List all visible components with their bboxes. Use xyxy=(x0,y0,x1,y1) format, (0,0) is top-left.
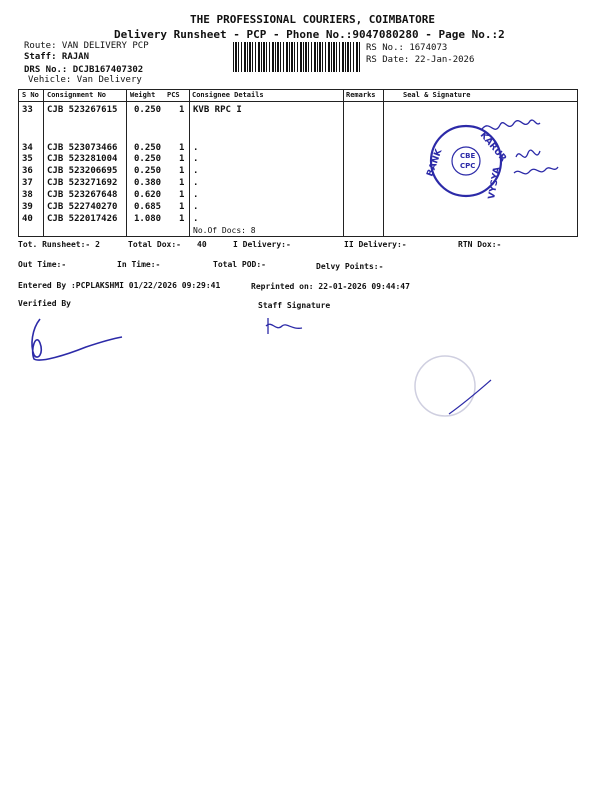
table-row-consignment: CJB 523281004 xyxy=(47,154,118,164)
stamp-center-top: CBE xyxy=(460,152,476,160)
table-row-consignment: CJB 523271692 xyxy=(47,178,118,188)
out-time: Out Time:- xyxy=(18,260,67,269)
reprinted-on: Reprinted on: 22-01-2026 09:44:47 xyxy=(251,282,410,291)
table-row-pcs: 1 xyxy=(179,105,185,115)
i-delivery: I Delivery:- xyxy=(233,240,291,249)
table-row-weight: 0.380 xyxy=(134,178,162,188)
table-row-consignee: . xyxy=(193,190,199,200)
table-row-consignee: . xyxy=(193,202,199,212)
rtn-dox: RTN Dox:- xyxy=(458,240,502,249)
table-row-consignee: . xyxy=(193,154,199,164)
table-row-sno: 39 xyxy=(22,202,33,212)
bank-seal-stamp xyxy=(420,117,570,227)
total-pod: Total POD:- xyxy=(213,260,266,269)
table-header xyxy=(19,90,577,102)
table-row-weight: 0.250 xyxy=(134,105,162,115)
in-time: In Time:- xyxy=(117,260,161,269)
no-of-docs: No.Of Docs: 8 xyxy=(193,226,256,235)
table-row-weight: 0.250 xyxy=(134,154,162,164)
table-row-consignment: CJB 522017426 xyxy=(47,214,118,224)
table-row-weight: 1.080 xyxy=(134,214,162,224)
table-row-pcs: 1 xyxy=(179,202,185,212)
rs-date: RS Date: 22-Jan-2026 xyxy=(366,55,475,65)
total-runsheet: Tot. Runsheet:- 2 xyxy=(18,240,100,249)
table-row-sno: 38 xyxy=(22,190,33,200)
route-label: Route: VAN DELIVERY PCP xyxy=(24,41,149,51)
staff-signature xyxy=(262,314,312,339)
stamp-center-bottom: CPC xyxy=(460,162,476,170)
company-title: THE PROFESSIONAL COURIERS, COIMBATORE xyxy=(190,13,436,26)
vehicle-label: Vehicle: Van Delivery xyxy=(28,75,142,85)
col-consignment: Consignment No xyxy=(47,91,107,99)
table-row-sno: 37 xyxy=(22,178,33,188)
table-row-pcs: 1 xyxy=(179,143,185,153)
total-dox-value: 40 xyxy=(197,240,207,249)
table-row-consignee: . xyxy=(193,166,199,176)
ii-delivery: II Delivery:- xyxy=(344,240,407,249)
table-row-consignee: . xyxy=(193,214,199,224)
col-sno: S No xyxy=(22,91,39,99)
staff-label: Staff: RAJAN xyxy=(24,52,90,62)
staff-signature-label: Staff Signature xyxy=(258,301,331,310)
table-row-consignee: KVB RPC I xyxy=(193,105,242,115)
table-row-consignment: CJB 523267648 xyxy=(47,190,118,200)
runsheet-title: Delivery Runsheet - PCP - Phone No.:9047080280 - Page No.:2 xyxy=(114,28,505,41)
table-row-sno: 36 xyxy=(22,166,33,176)
table-row-pcs: 1 xyxy=(179,190,185,200)
stamp-ring-karur: KARUR xyxy=(477,130,508,164)
drs-number: DRS No.: DCJB167407302 xyxy=(24,65,144,75)
col-seal-signature: Seal & Signature xyxy=(403,91,471,99)
table-row-consignment: CJB 523073466 xyxy=(47,143,118,153)
table-row-consignee: . xyxy=(193,143,199,153)
table-row-pcs: 1 xyxy=(179,154,185,164)
table-row-weight: 0.250 xyxy=(134,143,162,153)
table-row-pcs: 1 xyxy=(179,178,185,188)
table-row-pcs: 1 xyxy=(179,166,185,176)
table-row-sno: 40 xyxy=(22,214,33,224)
table-row-weight: 0.685 xyxy=(134,202,162,212)
verified-by-label: Verified By xyxy=(18,299,71,308)
table-row-sno: 33 xyxy=(22,105,33,115)
rs-number: RS No.: 1674073 xyxy=(366,43,448,53)
entered-by: Entered By :PCPLAKSHMI 01/22/2026 09:29:41 xyxy=(18,281,221,290)
table-row-weight: 0.620 xyxy=(134,190,162,200)
stamp-ring-bank: BANK xyxy=(425,147,445,179)
table-row-consignment: CJB 522740270 xyxy=(47,202,118,212)
table-row-consignment: CJB 523267615 xyxy=(47,105,118,115)
faint-stamp xyxy=(405,350,500,420)
table-row-pcs: 1 xyxy=(179,214,185,224)
table-row-sno: 34 xyxy=(22,143,33,153)
table-row-weight: 0.250 xyxy=(134,166,162,176)
delvy-points: Delvy Points:- xyxy=(316,262,384,271)
verifier-signature xyxy=(26,315,136,365)
table-row-consignment: CJB 523206695 xyxy=(47,166,118,176)
table-row-consignee: . xyxy=(193,178,199,188)
col-pcs: PCS xyxy=(167,91,180,99)
col-remarks: Remarks xyxy=(346,91,376,99)
table-row-sno: 35 xyxy=(22,154,33,164)
stamp-ring-vysya: VYSYA xyxy=(487,166,503,201)
total-dox-label: Total Dox:- xyxy=(128,240,181,249)
col-weight: Weight xyxy=(130,91,156,99)
barcode-image xyxy=(233,42,361,72)
col-consignee: Consignee Details xyxy=(192,91,264,99)
